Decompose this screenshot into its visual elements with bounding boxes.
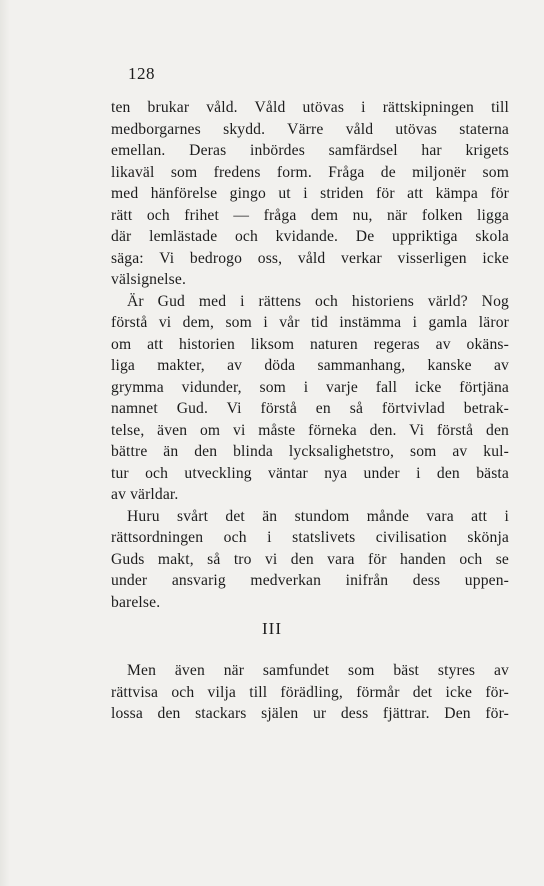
text-line: namnet Gud. Vi förstå en så förtvivlad betrak- [111,400,509,417]
text-line: Huru svårt det än stundom månde vara att i [127,507,509,525]
text-line: rättvisa och vilja till förädling, förmår det icke för- [111,683,509,701]
text-line: förstå vi dem, som i vår tid instämma i gamla läror [111,314,509,331]
text-line: rätt och frihet — fråga dem nu, när folken ligga [111,206,509,224]
text-line: av världar. [111,486,179,503]
text-line: ten brukar våld. Våld utövas i rättskipningen till [111,99,509,116]
text-line: liga makter, av döda sammanhang, kanske av [111,357,509,374]
text-line: Men även när samfundet som bäst styres av [127,662,509,679]
text-line: säga: Vi bedrogo oss, våld verkar visserligen icke [111,249,509,267]
text-line: om att historien liksom naturen regeras av okäns- [111,335,509,353]
text-line: likaväl som fredens form. Fråga de miljonër som [111,163,509,181]
text-line: där lemlästade och kvidande. De uppriktiga skola [111,228,509,245]
text-line: under ansvarig medverkan inifrån dess uppen- [111,572,509,589]
paragraph [111,660,509,725]
paragraph [111,291,509,506]
text-line: Är Gud med i rättens och historiens värld? Nog [127,292,509,310]
text-line: bättre än den blinda lycksalighetstro, som av kul- [111,443,509,460]
body-text-lower [111,660,509,725]
text-line: lossa den stackars själen ur dess fjättrar. Den för- [111,705,509,722]
text-line: med hänförelse gingo ut i striden för att kämpa för [111,185,509,202]
body-text-upper [111,97,509,613]
section-heading: III [262,619,282,638]
paragraph [111,97,509,291]
text-line: grymma vidunder, som i varje fall icke förtjäna [111,378,509,396]
paragraph [111,506,509,614]
text-line: tur och utveckling väntar nya under i den bästa [111,464,509,482]
text-line: rättsordningen och i statslivets civilisation skönja [111,529,509,546]
text-line: välsignelse. [111,271,186,288]
page-edge [0,0,10,886]
text-line: Guds makt, så tro vi den vara för handen och se [111,550,509,568]
text-line: telse, även om vi måste förneka den. Vi förstå den [111,421,509,439]
page-number: 128 [128,64,155,83]
text-line: medborgarnes skydd. Värre våld utövas staterna [111,120,509,138]
text-line: emellan. Deras inbördes samfärdsel har krigets [111,142,509,159]
text-line: barelse. [111,593,161,611]
